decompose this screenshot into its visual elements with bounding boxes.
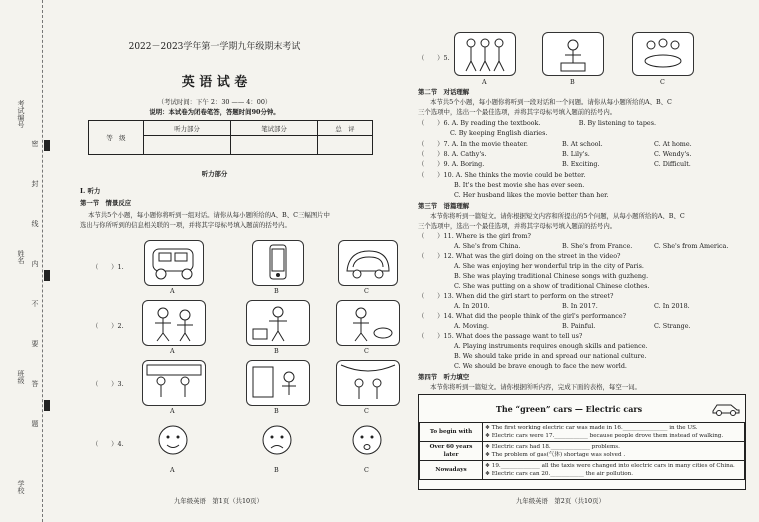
seal-char: 题 [31, 420, 39, 427]
exam-title: 2022－2023学年第一学期九年级期末考试 [128, 42, 301, 52]
option-line: A. She's from China. [454, 242, 521, 250]
car-sketch-icon[interactable] [144, 240, 204, 286]
question-number: （ ）4. [92, 440, 124, 448]
section-heading: Ⅰ. 听力 [80, 187, 101, 195]
score-col-written: 笔试部分 [231, 121, 318, 136]
seal-char: 要 [31, 340, 39, 347]
instruction-line: 三个选项中，选出一个最佳选项，并将其字母标号填入题前的括号内。 [418, 222, 617, 230]
people-sketch-icon[interactable] [142, 300, 206, 346]
seal-char: 内 [31, 260, 39, 267]
exam-subject: 英 语 试 卷 [181, 75, 248, 90]
question-number: （ ）2. [92, 322, 124, 330]
question-line: （ ）11. Where is the girl from? [418, 232, 531, 240]
question-number: （ ）5. [418, 54, 450, 62]
option-line: A. Playing instruments requires enough skills and patience. [454, 342, 648, 350]
people-sketch-icon[interactable] [142, 360, 206, 406]
fill-table [418, 394, 746, 490]
fill-table-title: The “green” cars — Electric cars [495, 404, 643, 414]
blank-line: ❖ The problem of gas(气体) shortage was solved . [485, 452, 626, 458]
people-sketch-icon[interactable] [454, 32, 516, 76]
option-label: C [364, 287, 369, 295]
people-sketch-icon[interactable] [246, 300, 310, 346]
table-row [420, 423, 745, 442]
option-line: C. We should be brave enough to face the new world. [454, 362, 627, 370]
row-content [483, 442, 745, 461]
table-row [420, 442, 745, 461]
question-number: （ ）3. [92, 380, 124, 388]
option-line: B. At school. [562, 140, 603, 148]
binding-mark [44, 270, 50, 281]
option-line: C. By keeping English diaries. [450, 129, 548, 137]
people-sketch-icon[interactable] [246, 360, 310, 406]
phone-sketch-icon[interactable] [252, 240, 304, 286]
school-label: 学校 [17, 480, 25, 494]
row-content [483, 461, 745, 480]
instruction-line: 选出与你所听到的信息相关联的一项，并将其字母标号填入题前的括号内。 [80, 221, 291, 229]
bus-sketch-icon[interactable] [338, 240, 398, 286]
section-title: 第四节 听力填空 [418, 373, 470, 381]
option-line: A. She was enjoying her wonderful trip in the city of Paris. [454, 262, 644, 270]
question-line: （ ）9. A. Boring. [418, 160, 485, 168]
option-label: A [482, 78, 487, 86]
question-line: （ ）14. What did the people think of the girl's performance? [418, 312, 627, 320]
option-line: B. It's the best movie she has ever seen. [454, 181, 585, 189]
option-line: C. Difficult. [654, 160, 691, 168]
score-cell[interactable] [144, 136, 231, 155]
question-line: （ ）12. What was the girl doing on the street in the video? [418, 252, 621, 260]
section-title: 第二节 对话理解 [418, 88, 470, 96]
binding-mark [44, 140, 50, 151]
score-cell[interactable] [231, 136, 318, 155]
row-label: Nowadays [420, 461, 483, 480]
score-col-total: 总 评 [318, 121, 373, 136]
option-label: A [170, 466, 175, 474]
people-sketch-icon[interactable] [632, 32, 694, 76]
option-label: B [274, 347, 279, 355]
question-number: （ ）1. [92, 263, 124, 271]
option-label: C [364, 407, 369, 415]
option-label: A [170, 347, 175, 355]
score-col-listening: 听力部分 [144, 121, 231, 136]
option-line: B. Lily's. [562, 150, 590, 158]
instruction-line: 本节你将听到一篇短文。请你根据所听内容，完成下面的表格，每空一词。 [430, 383, 641, 391]
binding-mark [44, 400, 50, 411]
option-line: A. In 2010. [454, 302, 490, 310]
option-label: B [274, 407, 279, 415]
face-sketch-icon[interactable] [252, 420, 302, 462]
seal-char: 不 [31, 300, 39, 307]
question-line: （ ）7. A. In the movie theater. [418, 140, 528, 148]
blank-line[interactable]: ❖ The first working electric car was made in 16.________________ in the US. [485, 425, 698, 431]
score-row-label: 等 级 [89, 121, 144, 155]
option-line: C. At home. [654, 140, 692, 148]
option-line: C. Her husband likes the movie better than her. [454, 191, 609, 199]
option-line: B. In 2017. [562, 302, 598, 310]
seal-char: 线 [31, 220, 39, 227]
score-cell[interactable] [318, 136, 373, 155]
fill-table-grid [419, 422, 745, 480]
part-title: 听力部分 [201, 170, 228, 178]
option-label: A [170, 287, 175, 295]
option-line: B. She's from France. [562, 242, 633, 250]
row-content [483, 423, 745, 442]
people-sketch-icon[interactable] [336, 300, 400, 346]
class-label: 班级 [17, 370, 25, 384]
blank-line[interactable]: ❖ Electric cars can 20.____________ the air pollution. [485, 471, 634, 477]
question-line: （ ）8. A. Cathy's. [418, 150, 487, 158]
score-table [88, 120, 373, 155]
face-sketch-icon[interactable] [148, 420, 198, 462]
instruction-line: 本节你将听到一篇短文。请你根据短文内容和所提出的5个问题，从每小题所给的A、B、C [430, 212, 685, 220]
seal-char: 答 [31, 380, 39, 387]
instruction-line: 本节共5个小题，每小题你将听到一组对话。请你从每小题所给的A、B、C三幅图片中 [88, 211, 330, 219]
option-line: C. She's from America. [654, 242, 729, 250]
option-line: C. In 2018. [654, 302, 690, 310]
car-icon [711, 399, 741, 417]
option-label: C [364, 466, 369, 474]
option-line: B. Painful. [562, 322, 596, 330]
exam-time: （考试时间：下午 2：30 —— 4：00） [157, 98, 272, 106]
option-line: B. Exciting. [562, 160, 600, 168]
people-sketch-icon[interactable] [336, 360, 400, 406]
option-label: C [364, 347, 369, 355]
seal-char: 密 [31, 140, 39, 147]
option-line: C. Wendy's. [654, 150, 692, 158]
question-line: （ ）13. When did the girl start to perform on the street? [418, 292, 614, 300]
exam-note: 说明：本试卷为闭卷笔答，答题时间90分钟。 [149, 108, 280, 116]
table-row [420, 461, 745, 480]
option-line: A. Moving. [454, 322, 489, 330]
option-line: B. She was playing traditional Chinese songs with guzheng. [454, 272, 649, 280]
option-label: B [274, 287, 279, 295]
option-line: C. Strange. [654, 322, 691, 330]
blank-line[interactable]: ❖ Electric cars were 17.____________ because people drove them instead of walking. [485, 433, 724, 439]
page-2 [392, 0, 752, 522]
row-label: Over 60 years later [420, 442, 483, 461]
row-label: To begin with [420, 423, 483, 442]
section-title: 第一节 情景反应 [80, 199, 132, 207]
exam-number-label: 考试编号 [17, 100, 25, 128]
blank-line[interactable]: ❖ 19.______________ all the taxis were changed into electric cars in many cities of China. [485, 463, 735, 469]
question-line: （ ）10. A. She thinks the movie could be better. [418, 171, 586, 179]
people-sketch-icon[interactable] [542, 32, 604, 76]
question-line: （ ）6. A. By reading the textbook. B. By listening to tapes. [418, 119, 657, 127]
page-footer: 九年级英语 第1页（共10页） [174, 497, 263, 505]
option-label: C [660, 78, 665, 86]
instruction-line: 本节共5个小题，每小题你将听到一段对话和一个问题。请你从每小题所给的A、B、C [430, 98, 672, 106]
binding-strip [0, 0, 43, 522]
face-sketch-icon[interactable] [342, 420, 392, 462]
option-label: A [170, 407, 175, 415]
name-label: 姓名 [17, 250, 25, 264]
option-label: B [570, 78, 575, 86]
seal-char: 封 [31, 180, 39, 187]
section-title: 第三节 语篇理解 [418, 202, 470, 210]
option-line: B. We should take pride in and spread our national culture. [454, 352, 647, 360]
page-1 [52, 0, 377, 522]
blank-line[interactable]: ❖ Electric cars had 18.______________ problems. [485, 444, 620, 450]
option-label: B [274, 466, 279, 474]
instruction-line: 三个选项中，选出一个最佳选项，并将其字母标号填入题前的括号内。 [418, 108, 617, 116]
question-line: （ ）15. What does the passage want to tell us? [418, 332, 583, 340]
page-footer: 九年级英语 第2页（共10页） [516, 497, 605, 505]
option-line: C. She was putting on a show of traditional Chinese clothes. [454, 282, 650, 290]
